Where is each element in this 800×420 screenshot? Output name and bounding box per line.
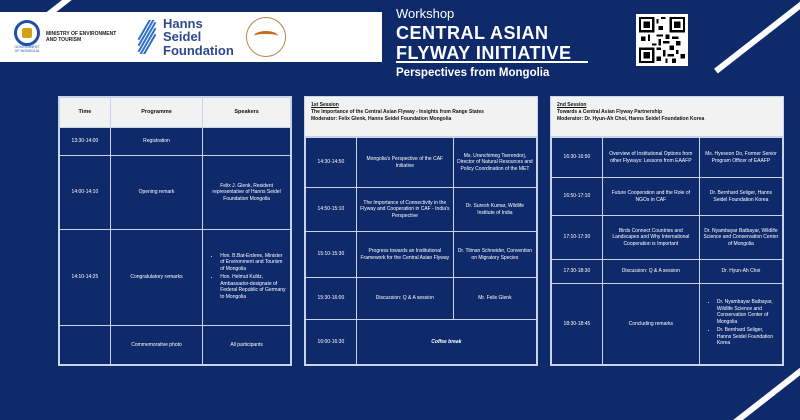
table-row: 14:10-14:25 Congratulatory remarks • Hon. B.Bat-Erdene, Minister of Environment and Tourism of Mongolia • Hon. Helmut Kulitz, Ambassador-designate of Federal Republic of Germany to Mongolia [60,230,291,326]
session2-label: 2nd Session [557,102,587,108]
ministry-small-text: GOVERNMENT OF MONGOLIA [14,45,40,53]
qr-code-icon[interactable] [636,14,688,66]
table-row: 14:30-14:50 Mongolia's Perspective of the CAF Initiative Ms. Uranchimeg Tserendorj, Director of Natural Resources and Policy Coordination of the MET [306,138,537,188]
ministry-name: MINISTRY OF ENVIRONMENT AND TOURISM [46,30,117,43]
table-row: Commemorative photo All participants [60,326,291,365]
schedule-table-session2 [550,96,784,366]
session2-moderator: Moderator: Dr. Hyun-Ah Choi, Hanns Seidel Foundation Korea [557,115,705,122]
table-row: 17:10-17:30 Birds Connect Countries and Landscapes and Why International Cooperation is Important Dr. Nyambayar Batbayar, Wildlife Science and Conservation Center of Mongolia [552,216,783,260]
table-row: 16:30-16:50 Overview of Institutional Options from other Flyways: Lessons from EAAFP Ms. Hyeseon Do, Former Senior Program Officer of EAAFP [552,138,783,178]
table-row: 16:00-16:30 Coffee break [306,320,537,365]
table-row: 14:50-15:10 The Importance of Connectivity in the Flyway and Cooperation in CAF - India's Perspective Dr. Suresh Kumar, Wildlife Institute of India [306,188,537,232]
table-row: 16:50-17:10 Future Cooperation and the Role of NGOs in CAF Dr. Bernhard Seliger, Hanns Seidel Foundation Korea [552,178,783,216]
table-row: 15:30-16:00 Discussion: Q & A session Mr. Felix Glenk [306,278,537,320]
hss-line1: Hanns [163,15,203,31]
table-row: 18:30-18:45 Concluding remarks • Dr. Nyambayar Batbayar, Wildlife Science and Conservation Center of Mongolia • Dr. Bernhard Seliger, Hanns Seidel Foundation Korea [552,284,783,365]
workshop-label: Workshop [396,6,455,21]
session1-theme: The Importance of the Central Asian Flyway - Insights from Range States [311,108,484,115]
header-programme: Programme [110,98,202,128]
emblem-icon [14,20,40,46]
bird-logo-icon [244,15,288,59]
header-speakers: Speakers [203,98,291,128]
decor-stripe [714,0,800,74]
session2-theme: Towards a Central Asian Flyway Partnership [557,108,663,115]
speaker-item: • Hon. B.Bat-Erdene, Minister of Environment and Tourism of Mongolia [220,253,287,273]
speaker-item: • Hon. Helmut Kulitz, Ambassador-designate of Federal Republic of Germany to Mongolia [220,274,287,300]
title-box [396,23,588,63]
hss-line2: Seidel [163,29,202,45]
table-row: 13:30-14:00 Registration [60,128,291,156]
session1-header [305,97,537,137]
table-row: 14:00-14:10 Opening remark Felix J. Glenk, Resident representative of Hanns Seidel Foundation Mongolia [60,156,291,230]
subtitle: Perspectives from Mongolia [396,67,550,79]
session1-label: 1st Session [311,102,339,108]
schedule-table-session1 [304,96,538,366]
table-row: 15:10-15:30 Progress towards an Institutional Framework for the Central Asian Flyway Dr. Tilman Schneider, Convention on Migratory Species [306,232,537,278]
session2-header [551,97,783,137]
speaker-item: • Dr. Bernhard Seliger, Hanns Seidel Foundation Korea [717,327,779,347]
header-time: Time [60,98,111,128]
logo-band [0,12,382,62]
title-line1: CENTRAL ASIAN [396,23,549,43]
title-line2: FLYWAY INITIATIVE [396,43,572,63]
coffee-break: Coffee break [356,320,536,365]
hss-logo [136,17,234,58]
schedule-table-opening [58,96,292,366]
table-row: 17:30-18:30 Discussion: Q & A session Dr. Hyun-Ah Choi [552,260,783,284]
speaker-item: • Dr. Nyambayar Batbayar, Wildlife Science and Conservation Center of Mongolia [717,299,779,325]
ministry-logo [12,20,126,54]
hss-stripes-icon [136,20,158,54]
session1-moderator: Moderator: Felix Glenk, Hanns Seidel Foundation Mongolia [311,115,452,122]
hss-line3: Foundation [163,42,234,58]
